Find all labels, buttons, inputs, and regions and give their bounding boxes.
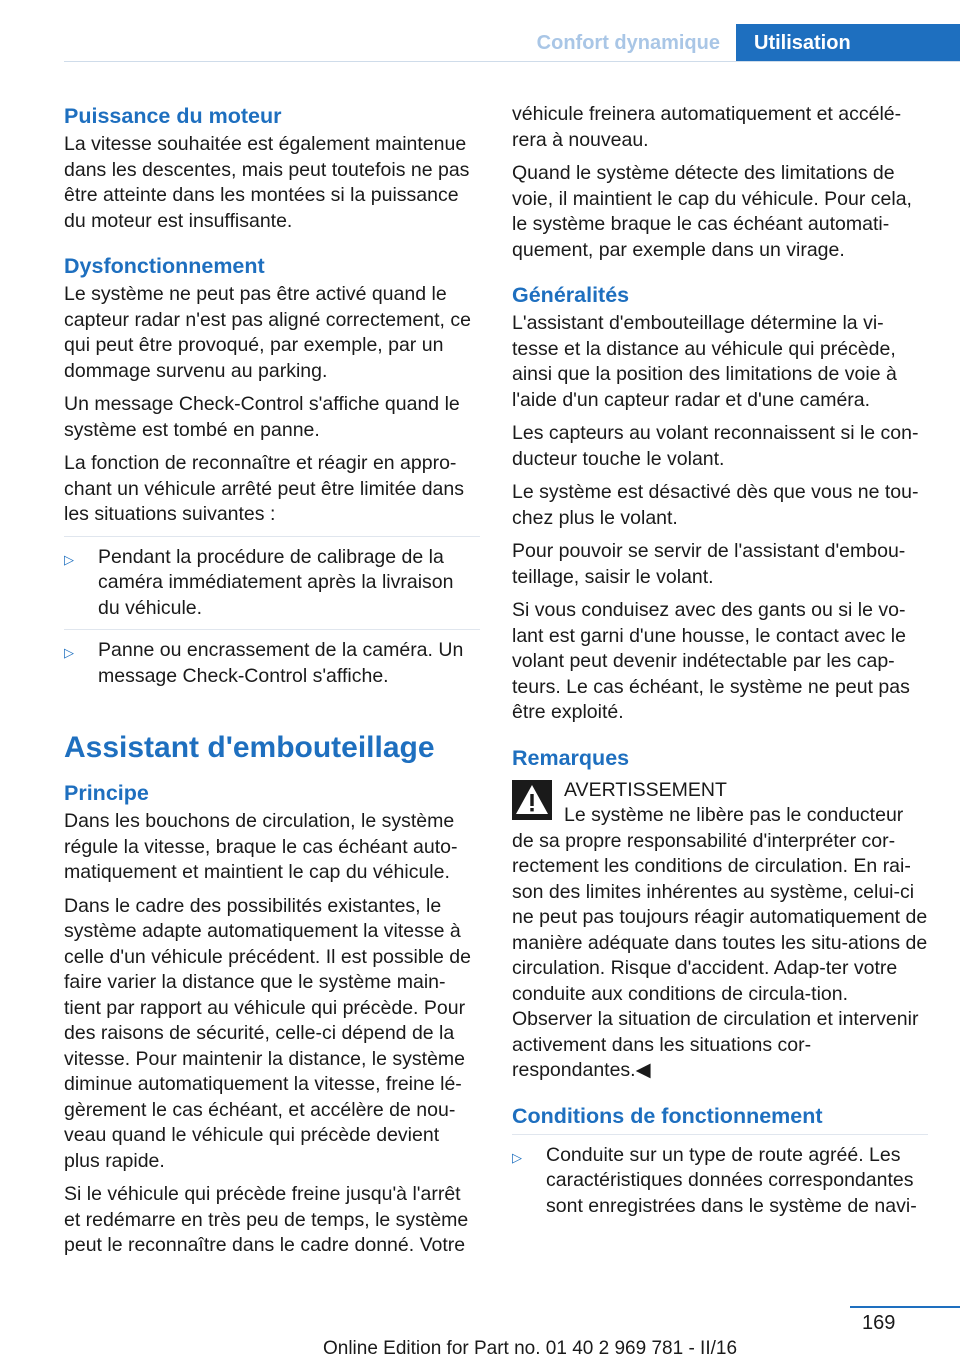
header-divider [64, 61, 960, 62]
paragraph: véhicule freinera automatiquement et accélé-rera à nouveau. [512, 103, 902, 151]
paragraph: Un message Check-Control s'affiche quand le système est tombé en panne. [64, 393, 460, 441]
heading-conditions: Conditions de fonctionnement [512, 1103, 823, 1128]
list-item: ▷ Panne ou encrassement de la caméra. Un message Check-Control s'affiche. [64, 638, 480, 697]
heading-principe: Principe [64, 781, 149, 805]
heading-dysfonctionnement: Dysfonctionnement [64, 254, 265, 278]
heading-puissance: Puissance du moteur [64, 104, 282, 128]
warning-triangle-icon [512, 780, 552, 820]
chapter-tab: Utilisation [736, 24, 960, 62]
paragraph: Quand le système détecte des limitations de voie, il maintient le cap du véhicule. Pour cela, le système braque le cas échéant automati-quement, par exemple dans un virage. [512, 162, 912, 261]
warning-text: de sa propre responsabilité d'interpréter cor-rectement les conditions de circulation. En rai-son des limites inhérentes au système, celui-ci ne peut pas toujours réagir automatiquement de manière adéquate dans toutes les situ-ations de circulation. Risque d'accident. Adap-ter votre conduite aux conditions de circula-tion. Observer la situation de circulation et intervenir activement dans les situations cor-respondantes.◀ [512, 829, 928, 1081]
paragraph: Si le véhicule qui précède freine jusqu'à l'arrêt et redémarre en très peu de temps, le système peut le reconnaître dans le cadre donné. Votre [64, 1183, 469, 1256]
heading-generalites: Généralités [512, 283, 630, 307]
left-column [64, 102, 480, 1267]
bullet-list [512, 1134, 928, 1228]
paragraph: Le système est désactivé dès que vous ne tou-chez plus le volant. [512, 481, 919, 529]
warning-first-line: Le système ne libère pas le conducteur [564, 804, 904, 826]
heading-remarques: Remarques [512, 745, 630, 770]
list-item: ▷ Pendant la procédure de calibrage de la caméra immédiatement après la livraison du véhicule. [64, 545, 480, 631]
paragraph: Le système ne peut pas être activé quand le capteur radar n'est pas aligné correctement, ce qui peut être provoqué, par exemple, par un dommage survenu au parking. [64, 283, 471, 382]
triangle-bullet-icon: ▷ [512, 1149, 522, 1165]
warning-block [512, 778, 928, 1084]
list-item: ▷ Conduite sur un type de route agréé. Les caractéristiques données correspondantes sont enregistrées dans le système de navi- [512, 1143, 928, 1228]
bullet-list [64, 536, 480, 698]
page-header [521, 24, 960, 62]
paragraph: Pour pouvoir se servir de l'assistant d'embou-teillage, saisir le volant. [512, 540, 906, 588]
triangle-bullet-icon: ▷ [64, 551, 74, 567]
paragraph: Dans le cadre des possibilités existantes, le système adapte automatiquement la vitesse à celle d'un véhicule précédent. Il est possible de faire varier la distance que le système main-tient par rapport au véhicule qui précède. Pour des raisons de sécurité, celle-ci dépend de la vitesse. Pour maintenir la distance, le système diminue automatiquement la vitesse, freine lé-gèrement le cas échéant, et accélère de nou-veau quand le véhicule qui précède devient plus rapide. [64, 894, 471, 1172]
paragraph: Les capteurs au volant reconnaissent si le con-ducteur touche le volant. [512, 422, 919, 470]
triangle-bullet-icon: ▷ [64, 645, 74, 660]
footer-divider [850, 1306, 960, 1308]
paragraph: Dans les bouchons de circulation, le système régule la vitesse, braque le cas échéant auto-matiquement et maintient le cap du véhicule. [64, 810, 458, 883]
paragraph: La fonction de reconnaître et réagir en appro-chant un véhicule arrêté peut être limitée dans les situations suivantes : [64, 452, 464, 525]
page-number: 169 [862, 1312, 896, 1334]
heading-assistant: Assistant d'embouteillage [64, 731, 435, 764]
paragraph: Si vous conduisez avec des gants ou si le vo-lant est garni d'une housse, le contact avec le volant peut devenir indétectable par les cap-teurs. Le cas échéant, le système ne peut pas être exploité. [512, 599, 910, 723]
warning-title: AVERTISSEMENT [564, 778, 727, 801]
edition-footer: Online Edition for Part no. 01 40 2 969 781 - II/16 [322, 1338, 738, 1359]
section-tab: Confort dynamique [536, 31, 720, 54]
right-column [512, 102, 928, 1235]
paragraph: L'assistant d'embouteillage détermine la vi-tesse et la distance au véhicule qui précède, ainsi que la position des limitations de voie à l'aide d'un capteur radar et d'une caméra. [512, 312, 897, 411]
paragraph: La vitesse souhaitée est également maintenue dans les descentes, mais peut toutefois ne pas être atteinte dans les montées si la puissance du moteur est insuffisante. [64, 133, 470, 232]
